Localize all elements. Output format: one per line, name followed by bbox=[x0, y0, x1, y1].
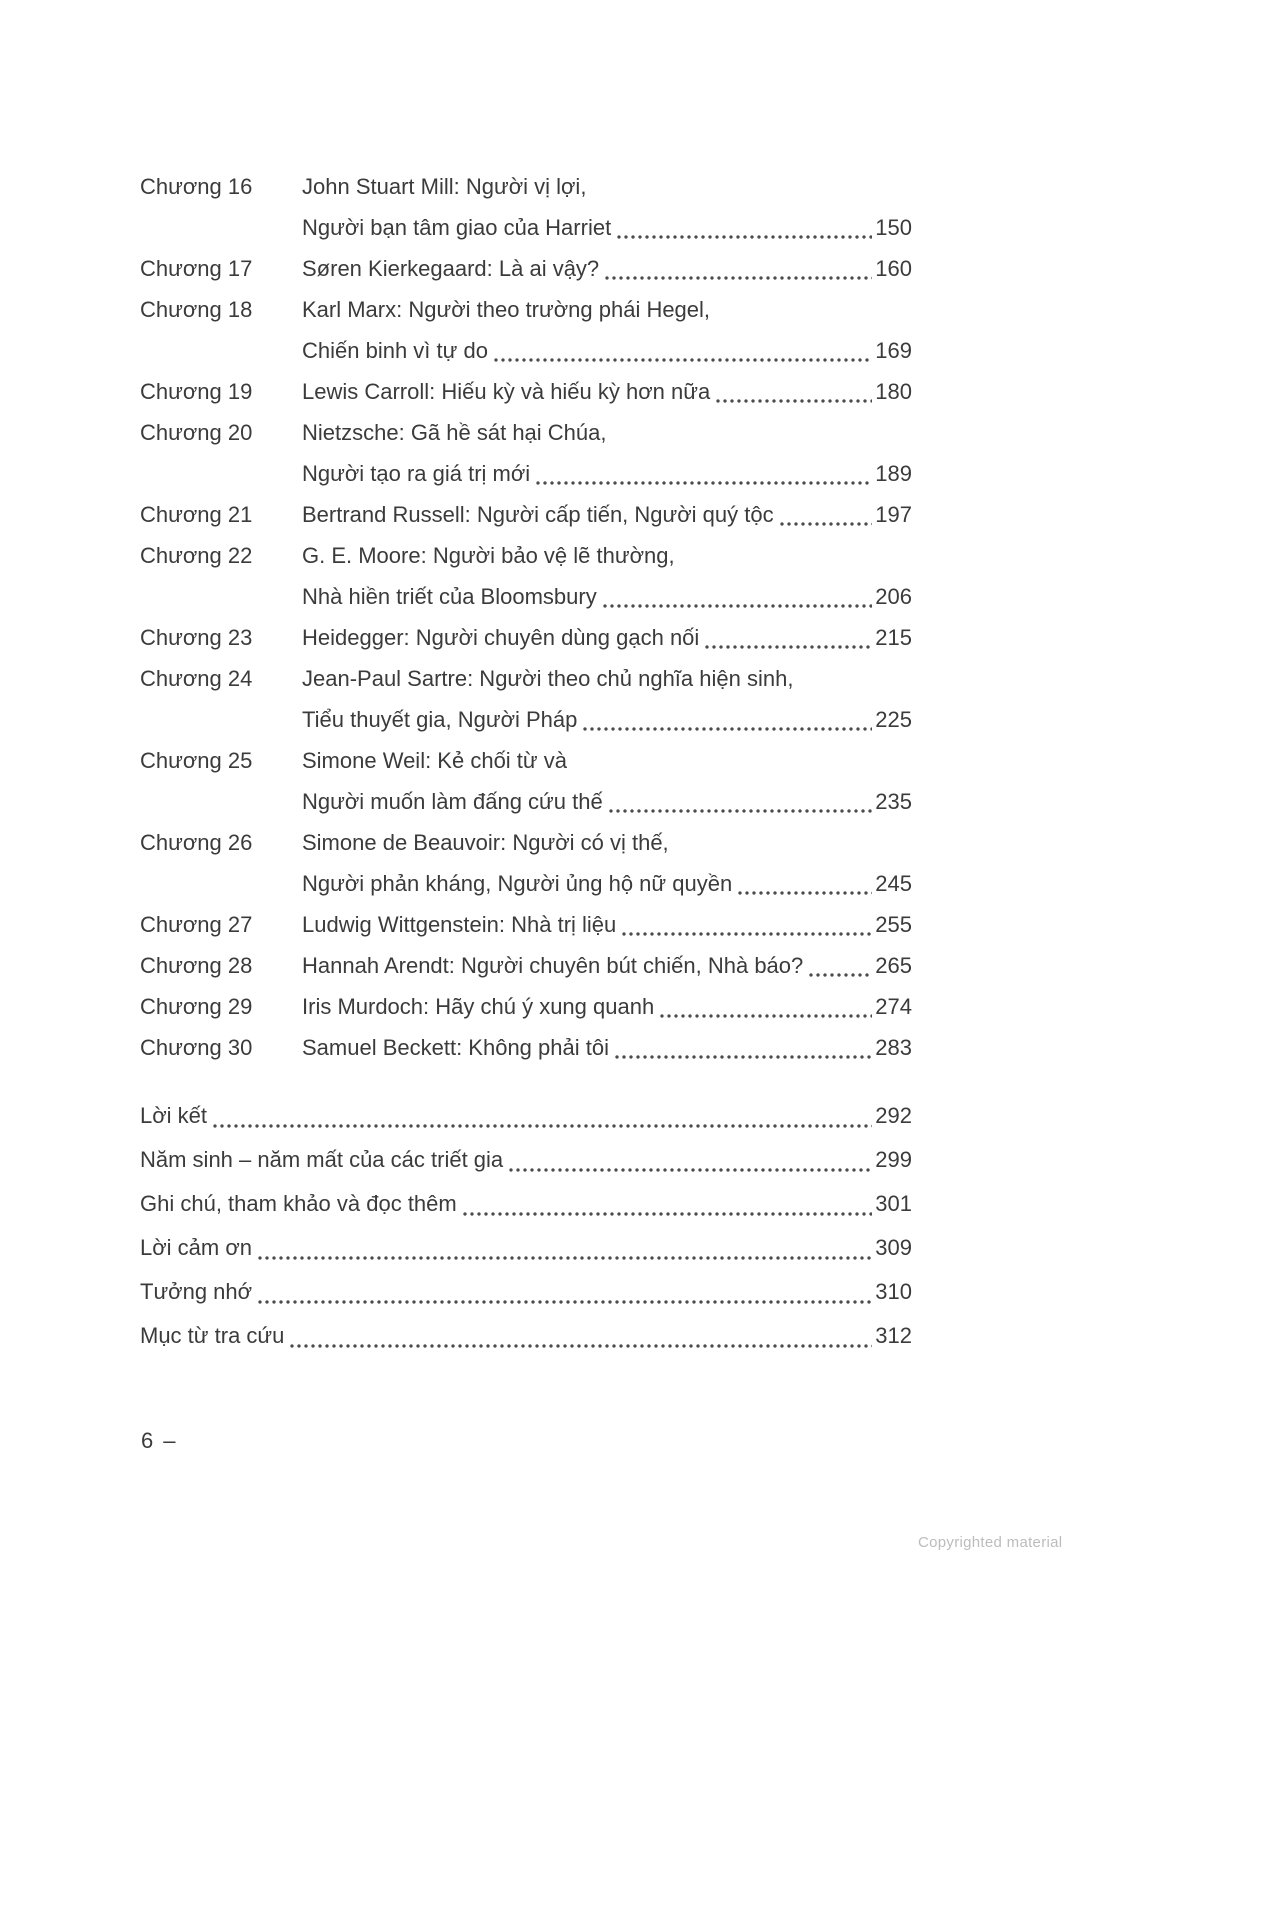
chapter-title-line: Tiểu thuyết gia, Người Pháp bbox=[302, 707, 578, 732]
chapter-label: Chương 24 bbox=[140, 666, 253, 691]
chapter-label: Chương 25 bbox=[140, 748, 253, 773]
page-number: 309 bbox=[875, 1235, 912, 1260]
toc-entry bbox=[140, 166, 912, 248]
toc-entry bbox=[140, 494, 912, 535]
toc-entry bbox=[140, 412, 912, 494]
chapter-title-line: Nhà hiền triết của Bloomsbury bbox=[302, 584, 597, 609]
page-number: 235 bbox=[875, 789, 912, 814]
chapter-label: Chương 18 bbox=[140, 297, 253, 322]
page-number: 189 bbox=[875, 461, 912, 486]
dot-leader bbox=[780, 522, 873, 526]
page-number: 292 bbox=[875, 1103, 912, 1128]
dot-leader bbox=[494, 358, 872, 362]
chapter-title-line: Søren Kierkegaard: Là ai vậy? bbox=[302, 256, 600, 281]
back-matter-entry bbox=[140, 1182, 912, 1226]
chapter-label: Chương 29 bbox=[140, 994, 253, 1019]
back-matter-entry bbox=[140, 1138, 912, 1182]
chapter-title-line: Người tạo ra giá trị mới bbox=[302, 461, 531, 486]
dot-leader bbox=[605, 276, 872, 280]
back-matter-section bbox=[140, 1094, 912, 1358]
page-number: 150 bbox=[875, 215, 912, 240]
folio-dash: – bbox=[163, 1428, 176, 1453]
chapter-label: Chương 27 bbox=[140, 912, 253, 937]
dot-leader bbox=[716, 399, 872, 403]
chapter-label: Chương 17 bbox=[140, 256, 253, 281]
chapter-title-line: Karl Marx: Người theo trường phái Hegel, bbox=[302, 297, 711, 322]
chapter-title-line: Simone de Beauvoir: Người có vị thế, bbox=[302, 830, 669, 855]
page-number: 215 bbox=[875, 625, 912, 650]
chapter-title-line: Người muốn làm đấng cứu thế bbox=[302, 789, 603, 814]
dot-leader bbox=[738, 891, 872, 895]
page-number: 265 bbox=[875, 953, 912, 978]
dot-leader bbox=[617, 235, 872, 239]
chapter-title-line: Hannah Arendt: Người chuyên bút chiến, Nhà báo? bbox=[302, 953, 804, 978]
page-number: 283 bbox=[875, 1035, 912, 1060]
chapter-label: Chương 23 bbox=[140, 625, 253, 650]
dot-leader bbox=[660, 1014, 872, 1018]
back-matter-entry bbox=[140, 1226, 912, 1270]
toc-entry bbox=[140, 904, 912, 945]
chapter-label: Chương 21 bbox=[140, 502, 253, 527]
page-number: 160 bbox=[875, 256, 912, 281]
back-matter-entry bbox=[140, 1094, 912, 1138]
back-matter-title: Lời cảm ơn bbox=[140, 1235, 252, 1260]
page-number: 274 bbox=[875, 994, 912, 1019]
chapter-label: Chương 22 bbox=[140, 543, 253, 568]
chapter-title-line: Jean-Paul Sartre: Người theo chủ nghĩa hiện sinh, bbox=[302, 666, 794, 691]
toc-entry bbox=[140, 740, 912, 822]
toc-entry bbox=[140, 986, 912, 1027]
table-of-contents bbox=[140, 166, 912, 1358]
page-number: 206 bbox=[875, 584, 912, 609]
page-number: 301 bbox=[875, 1191, 912, 1216]
page-number: 197 bbox=[875, 502, 912, 527]
dot-leader bbox=[463, 1212, 873, 1216]
back-matter-entry bbox=[140, 1270, 912, 1314]
chapter-label: Chương 28 bbox=[140, 953, 253, 978]
chapter-title-line: Người phản kháng, Người ủng hộ nữ quyền bbox=[302, 871, 733, 896]
chapter-title-line: Heidegger: Người chuyên dùng gạch nối bbox=[302, 625, 700, 650]
chapter-title-line: G. E. Moore: Người bảo vệ lẽ thường, bbox=[302, 543, 675, 568]
chapter-title-line: John Stuart Mill: Người vị lợi, bbox=[302, 174, 587, 199]
folio-number: 6 bbox=[141, 1428, 154, 1453]
dot-leader bbox=[609, 809, 873, 813]
chapter-label: Chương 26 bbox=[140, 830, 253, 855]
dot-leader bbox=[705, 645, 872, 649]
page-number: 255 bbox=[875, 912, 912, 937]
toc-entry bbox=[140, 1027, 912, 1068]
back-matter-title: Lời kết bbox=[140, 1103, 208, 1128]
chapter-label: Chương 30 bbox=[140, 1035, 253, 1060]
toc-entry bbox=[140, 945, 912, 986]
toc-entry bbox=[140, 658, 912, 740]
back-matter-entry bbox=[140, 1314, 912, 1358]
dot-leader bbox=[583, 727, 872, 731]
page-number: 225 bbox=[875, 707, 912, 732]
chapter-title-line: Ludwig Wittgenstein: Nhà trị liệu bbox=[302, 912, 617, 937]
chapter-title-line: Simone Weil: Kẻ chối từ và bbox=[302, 748, 567, 773]
page-number: 245 bbox=[875, 871, 912, 896]
chapter-title-line: Samuel Beckett: Không phải tôi bbox=[302, 1035, 609, 1060]
dot-leader bbox=[536, 481, 872, 485]
page-number: 169 bbox=[875, 338, 912, 363]
dot-leader bbox=[213, 1124, 872, 1128]
chapter-title-line: Bertrand Russell: Người cấp tiến, Người quý tộc bbox=[302, 502, 774, 527]
toc-entry bbox=[140, 371, 912, 412]
page-number: 299 bbox=[875, 1147, 912, 1172]
page-folio bbox=[141, 1426, 176, 1456]
dot-leader bbox=[258, 1300, 872, 1304]
back-matter-title: Ghi chú, tham khảo và đọc thêm bbox=[140, 1191, 457, 1216]
back-matter-title: Mục từ tra cứu bbox=[140, 1323, 285, 1348]
copyright-watermark: Copyrighted material bbox=[918, 1534, 1063, 1551]
page-number: 310 bbox=[875, 1279, 912, 1304]
chapter-label: Chương 20 bbox=[140, 420, 253, 445]
chapter-title-line: Chiến binh vì tự do bbox=[302, 338, 488, 363]
dot-leader bbox=[615, 1055, 872, 1059]
page-number: 180 bbox=[875, 379, 912, 404]
chapter-title-line: Iris Murdoch: Hãy chú ý xung quanh bbox=[302, 994, 655, 1019]
back-matter-title: Tưởng nhớ bbox=[140, 1279, 253, 1304]
chapter-label: Chương 16 bbox=[140, 174, 253, 199]
dot-leader bbox=[290, 1344, 872, 1348]
dot-leader bbox=[509, 1168, 872, 1172]
chapter-title-line: Nietzsche: Gã hề sát hại Chúa, bbox=[302, 420, 607, 445]
chapter-label: Chương 19 bbox=[140, 379, 253, 404]
toc-entry bbox=[140, 617, 912, 658]
toc-entry bbox=[140, 535, 912, 617]
toc-entry bbox=[140, 822, 912, 904]
toc-entry bbox=[140, 248, 912, 289]
back-matter-title: Năm sinh – năm mất của các triết gia bbox=[140, 1147, 504, 1172]
chapter-title-line: Người bạn tâm giao của Harriet bbox=[302, 215, 612, 240]
dot-leader bbox=[258, 1256, 872, 1260]
chapter-title-line: Lewis Carroll: Hiếu kỳ và hiếu kỳ hơn nữa bbox=[302, 379, 711, 404]
dot-leader bbox=[809, 973, 872, 977]
toc-entry bbox=[140, 289, 912, 371]
dot-leader bbox=[622, 932, 872, 936]
dot-leader bbox=[603, 604, 873, 608]
page-number: 312 bbox=[875, 1323, 912, 1348]
